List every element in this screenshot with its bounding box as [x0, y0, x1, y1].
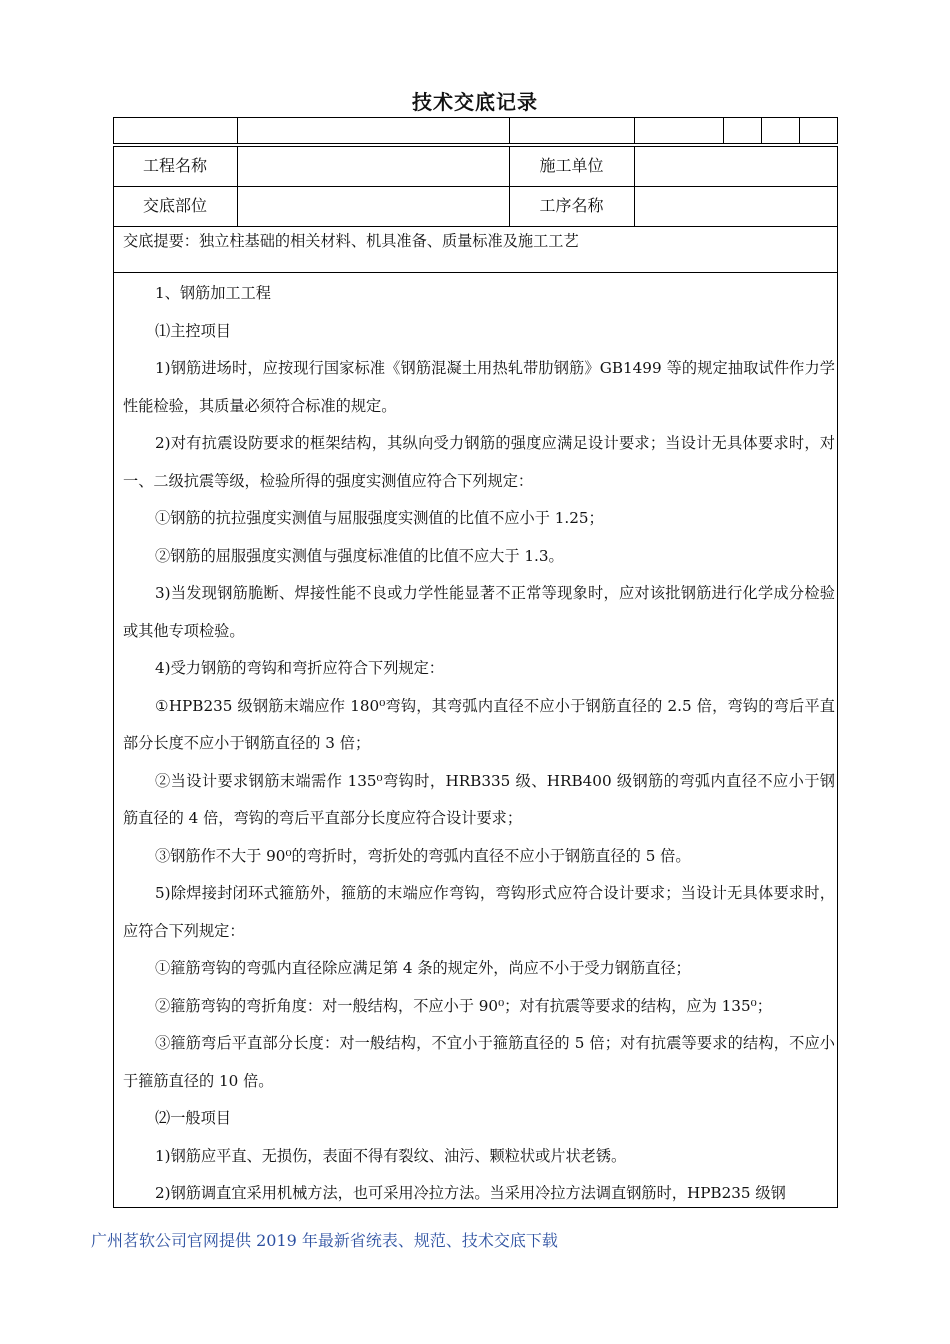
- construction-unit-label: 施工单位: [539, 156, 604, 175]
- paragraph: ②当设计要求钢筋末端需作 135⁰弯钩时，HRB335 级、HRB400 级钢筋的弯弧内直径不应小于钢筋直径的 4 倍，弯钩的弯后平直部分长度应符合设计要求；: [123, 771, 835, 827]
- paragraph: 2)钢筋调直宜采用机械方法，也可采用冷拉方法。当采用冷拉方法调直钢筋时，HPB235 级钢: [155, 1184, 786, 1202]
- paragraph: 4)受力钢筋的弯钩和弯折应符合下列规定：: [155, 659, 444, 677]
- location-label: 交底部位: [142, 196, 207, 215]
- paragraph: ③钢筋作不大于 90⁰的弯折时，弯折处的弯弧内直径不应小于钢筋直径的 5 倍。: [155, 846, 691, 865]
- summary-text: 交底提要：独立柱基础的相关材料、机具准备、质量标准及施工工艺: [123, 232, 579, 250]
- project-name-label: 工程名称: [142, 156, 207, 175]
- content-body: [123, 275, 835, 1213]
- paragraph: 1)钢筋应平直、无损伤，表面不得有裂纹、油污、颗粒状或片状老锈。: [155, 1146, 627, 1165]
- section-heading: 1、钢筋加工工程: [155, 284, 271, 302]
- document-title: 技术交底记录: [412, 90, 538, 114]
- paragraph: 5)除焊接封闭环式箍筋外，箍筋的末端应作弯钩，弯钩形式应符合设计要求；当设计无具体要求时，应符合下列规定：: [123, 884, 835, 940]
- paragraph: ②钢筋的屈服强度实测值与强度标准值的比值不应大于 1.3。: [155, 546, 564, 565]
- top-grid-row: [113, 117, 838, 144]
- paragraph: ③箍筋弯后平直部分长度：对一般结构，不宜小于箍筋直径的 5 倍；对有抗震等要求的结构，不应小于箍筋直径的 10 倍。: [123, 1034, 835, 1090]
- paragraph: ①HPB235 级钢筋末端应作 180⁰弯钩，其弯弧内直径不应小于钢筋直径的 2.5 倍，弯钩的弯后平直部分长度不应小于钢筋直径的 3 倍；: [123, 696, 835, 752]
- subsection-heading: ⑴主控项目: [155, 321, 231, 340]
- paragraph: 3)当发现钢筋脆断、焊接性能不良或力学性能显著不正常等现象时，应对该批钢筋进行化学成分检验或其他专项检验。: [123, 584, 835, 640]
- paragraph: 1)钢筋进场时，应按现行国家标准《钢筋混凝土用热轧带肋钢筋》GB1499 等的规定抽取试件作力学性能检验，其质量必须符合标准的规定。: [123, 359, 835, 415]
- paragraph: ①钢筋的抗拉强度实测值与屈服强度实测值的比值不应小于 1.25；: [155, 509, 604, 527]
- paragraph: 2)对有抗震设防要求的框架结构，其纵向受力钢筋的强度应满足设计要求；当设计无具体要求时，对一、二级抗震等级，检验所得的强度实测值应符合下列规定：: [123, 434, 835, 490]
- paragraph: ②箍筋弯钩的弯折角度：对一般结构，不应小于 90⁰；对有抗震等要求的结构，应为 135⁰；: [155, 996, 772, 1015]
- process-name-label: 工序名称: [539, 196, 604, 215]
- subsection-heading: ⑵一般项目: [155, 1109, 231, 1127]
- footer-link[interactable]: 广州茗软公司官网提供 2019 年最新省统表、规范、技术交底下载: [91, 1231, 558, 1250]
- paragraph: ①箍筋弯钩的弯弧内直径除应满足第 4 条的规定外，尚应不小于受力钢筋直径；: [155, 959, 691, 977]
